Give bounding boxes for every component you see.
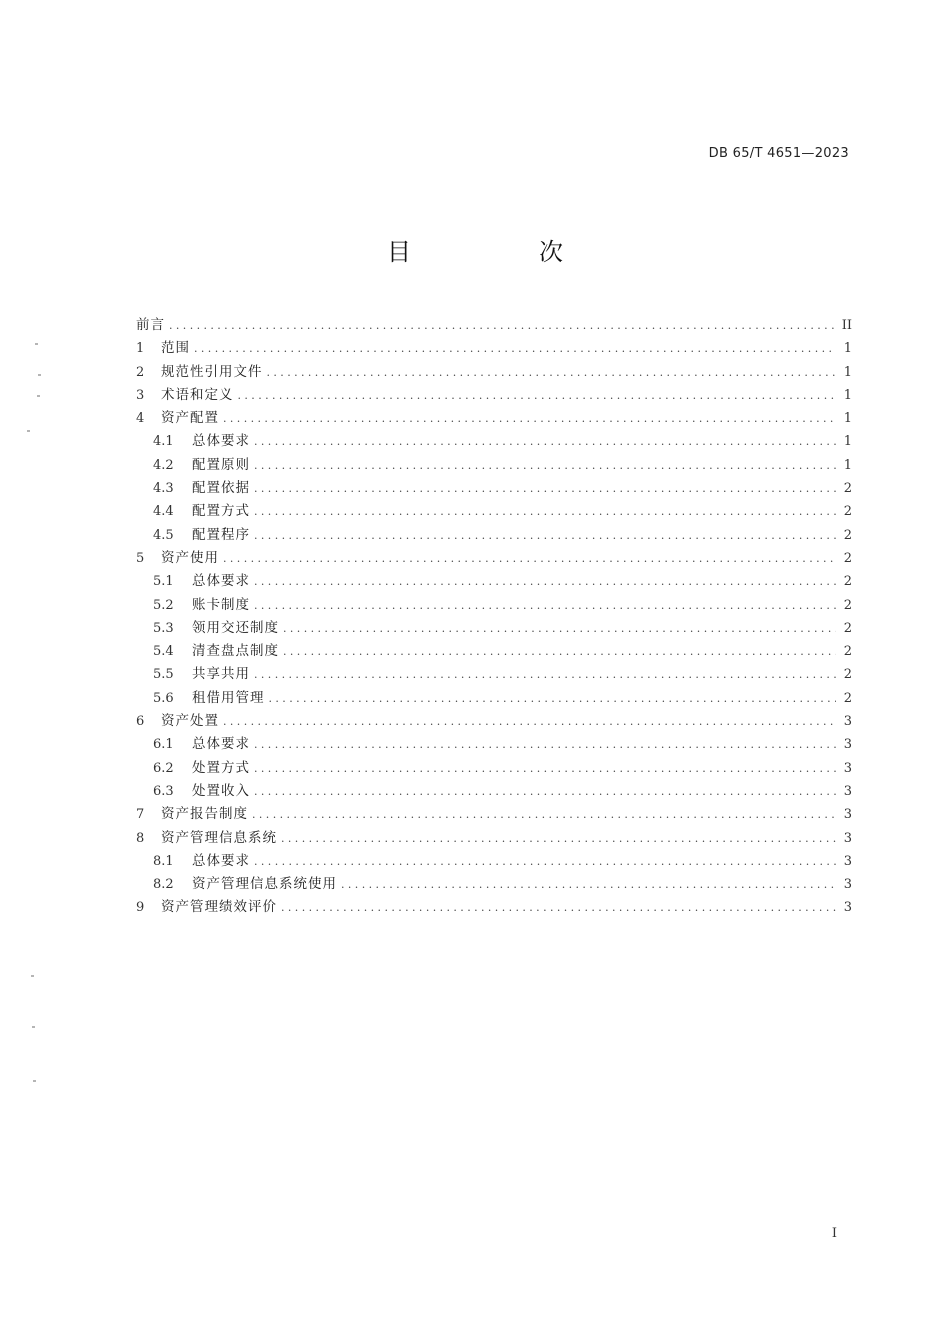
toc-dot-leader xyxy=(169,314,836,337)
toc-entry-page: 3 xyxy=(843,807,852,823)
toc-entry-number: 5.5 xyxy=(153,667,174,683)
toc-dot-leader xyxy=(254,477,836,500)
toc-entry-number: 4.3 xyxy=(153,481,174,497)
toc-entry-page: 3 xyxy=(843,783,852,799)
toc-entry-label: 资产配置 xyxy=(161,410,219,427)
toc-entry[interactable] xyxy=(136,337,852,360)
toc-entry-label: 处置方式 xyxy=(192,759,250,776)
toc-entry-label: 术语和定义 xyxy=(161,386,234,403)
toc-entry[interactable] xyxy=(136,687,852,710)
toc-entry-number: 6.1 xyxy=(153,737,174,753)
toc-entry[interactable] xyxy=(136,500,852,523)
toc-dot-leader xyxy=(238,384,837,407)
toc-entry-number: 6 xyxy=(136,714,145,730)
toc-dot-leader xyxy=(254,594,836,617)
toc-entry-number: 7 xyxy=(136,807,145,823)
toc-dot-leader xyxy=(223,407,836,430)
toc-entry-number: 5.6 xyxy=(153,690,174,706)
toc-entry-label: 处置收入 xyxy=(192,782,250,799)
toc-entry-label: 配置原则 xyxy=(192,456,250,473)
toc-entry-page: 3 xyxy=(843,760,852,776)
toc-entry[interactable] xyxy=(136,570,852,593)
toc-entry-number: 5.3 xyxy=(153,620,174,636)
toc-entry[interactable] xyxy=(136,803,852,826)
toc-entry-label: 总体要求 xyxy=(192,852,250,869)
scan-speck xyxy=(33,1080,36,1082)
toc-entry-number: 5.4 xyxy=(153,644,174,660)
toc-entry-page: 3 xyxy=(843,830,852,846)
toc-entry[interactable] xyxy=(136,896,852,919)
toc-dot-leader xyxy=(267,361,837,384)
toc-entry-page: 2 xyxy=(843,667,852,683)
toc-entry-page: 1 xyxy=(843,341,852,357)
toc-dot-leader xyxy=(254,780,836,803)
toc-entry-number: 4.5 xyxy=(153,527,174,543)
toc-entry-page: II xyxy=(841,318,852,333)
toc-entry-number: 8 xyxy=(136,830,145,846)
toc-dot-leader xyxy=(254,663,836,686)
document-code: DB 65/T 4651—2023 xyxy=(708,146,849,161)
toc-entry[interactable] xyxy=(136,757,852,780)
toc-dot-leader xyxy=(254,850,836,873)
toc-entry-number: 6.2 xyxy=(153,760,174,776)
toc-entry-page: 2 xyxy=(843,481,852,497)
toc-entry[interactable] xyxy=(136,524,852,547)
toc-entry[interactable] xyxy=(136,477,852,500)
toc-entry-page: 2 xyxy=(843,620,852,636)
scan-speck xyxy=(27,430,30,432)
toc-entry[interactable] xyxy=(136,780,852,803)
toc-entry-page: 1 xyxy=(843,411,852,427)
toc-entry-label: 领用交还制度 xyxy=(192,619,279,636)
toc-entry[interactable] xyxy=(136,430,852,453)
toc-dot-leader xyxy=(223,547,836,570)
toc-entry-label: 清查盘点制度 xyxy=(192,643,279,660)
scan-speck xyxy=(35,343,38,345)
toc-entry[interactable] xyxy=(136,407,852,430)
toc-entry-number: 5.1 xyxy=(153,574,174,590)
toc-entry-page: 2 xyxy=(843,597,852,613)
toc-entry[interactable] xyxy=(136,733,852,756)
toc-entry-page: 2 xyxy=(843,690,852,706)
toc-entry[interactable] xyxy=(136,640,852,663)
toc-entry-label: 范围 xyxy=(161,340,190,357)
toc-entry[interactable] xyxy=(136,361,852,384)
toc-dot-leader xyxy=(254,757,836,780)
toc-entry-page: 3 xyxy=(843,877,852,893)
toc-entry-label: 总体要求 xyxy=(192,573,250,590)
toc-entry-number: 1 xyxy=(136,341,145,357)
toc-entry-page: 3 xyxy=(843,714,852,730)
toc-entry-label: 资产处置 xyxy=(161,713,219,730)
toc-entry-number: 4.1 xyxy=(153,434,174,450)
toc-dot-leader xyxy=(283,640,836,663)
toc-dot-leader xyxy=(254,500,836,523)
toc-entry-number: 8.2 xyxy=(153,877,174,893)
toc-dot-leader xyxy=(254,524,836,547)
toc-entry-number: 5.2 xyxy=(153,597,174,613)
toc-entry-page: 3 xyxy=(843,737,852,753)
toc-entry-page: 1 xyxy=(843,457,852,473)
toc-entry[interactable] xyxy=(136,663,852,686)
toc-entry-label: 配置方式 xyxy=(192,503,250,520)
toc-dot-leader xyxy=(223,710,836,733)
toc-entry[interactable] xyxy=(136,314,852,337)
toc-entry[interactable] xyxy=(136,873,852,896)
toc-dot-leader xyxy=(341,873,836,896)
toc-entry-number: 5 xyxy=(136,550,145,566)
toc-entry-page: 1 xyxy=(843,387,852,403)
toc-entry-label: 资产管理绩效评价 xyxy=(161,899,277,916)
toc-entry-label: 规范性引用文件 xyxy=(161,363,263,380)
scan-speck xyxy=(38,374,41,376)
toc-entry-label: 资产管理信息系统 xyxy=(161,829,277,846)
toc-entry-label: 前言 xyxy=(136,317,165,333)
toc-entry[interactable] xyxy=(136,547,852,570)
toc-dot-leader xyxy=(254,570,836,593)
toc-entry-number: 4 xyxy=(136,411,145,427)
toc-entry-number: 3 xyxy=(136,387,145,403)
toc-title: 目 次 xyxy=(387,238,615,266)
toc-entry-number: 9 xyxy=(136,900,145,916)
toc-entry-label: 总体要求 xyxy=(192,736,250,753)
toc-entry[interactable] xyxy=(136,710,852,733)
toc-dot-leader xyxy=(281,827,836,850)
toc-entry[interactable] xyxy=(136,617,852,640)
toc-entry-page: 1 xyxy=(843,364,852,380)
toc-entry-page: 3 xyxy=(843,900,852,916)
toc-entry[interactable] xyxy=(136,454,852,477)
toc-entry-number: 2 xyxy=(136,364,145,380)
toc-entry-page: 3 xyxy=(843,853,852,869)
toc-entry[interactable] xyxy=(136,384,852,407)
toc-entry-page: 2 xyxy=(843,644,852,660)
toc-entry-label: 共享共用 xyxy=(192,666,250,683)
toc-entry-number: 4.4 xyxy=(153,504,174,520)
toc-entry-page: 2 xyxy=(843,550,852,566)
toc-entry-label: 配置程序 xyxy=(192,526,250,543)
toc-entry-label: 资产管理信息系统使用 xyxy=(192,876,337,893)
toc-entry-label: 资产报告制度 xyxy=(161,806,248,823)
toc-entry-label: 租借用管理 xyxy=(192,689,265,706)
toc-dot-leader xyxy=(254,430,836,453)
toc-entry[interactable] xyxy=(136,827,852,850)
toc-entry-label: 账卡制度 xyxy=(192,596,250,613)
toc-entry-number: 4.2 xyxy=(153,457,174,473)
toc-entry-number: 6.3 xyxy=(153,783,174,799)
toc-entry-page: 2 xyxy=(843,504,852,520)
toc-dot-leader xyxy=(269,687,837,710)
toc-dot-leader xyxy=(252,803,836,826)
scan-speck xyxy=(31,975,34,977)
scan-speck xyxy=(32,1026,35,1028)
toc-entry-label: 资产使用 xyxy=(161,549,219,566)
toc-entry-label: 总体要求 xyxy=(192,433,250,450)
toc-dot-leader xyxy=(254,454,836,477)
toc-dot-leader xyxy=(194,337,836,360)
toc-entry[interactable] xyxy=(136,594,852,617)
toc-entry[interactable] xyxy=(136,850,852,873)
table-of-contents xyxy=(136,314,852,920)
scan-speck xyxy=(37,395,40,397)
toc-entry-number: 8.1 xyxy=(153,853,174,869)
toc-dot-leader xyxy=(254,733,836,756)
toc-dot-leader xyxy=(283,617,836,640)
toc-entry-label: 配置依据 xyxy=(192,480,250,497)
toc-dot-leader xyxy=(281,896,836,919)
page-number: I xyxy=(831,1226,837,1241)
toc-entry-page: 1 xyxy=(843,434,852,450)
toc-entry-page: 2 xyxy=(843,527,852,543)
toc-entry-page: 2 xyxy=(843,574,852,590)
